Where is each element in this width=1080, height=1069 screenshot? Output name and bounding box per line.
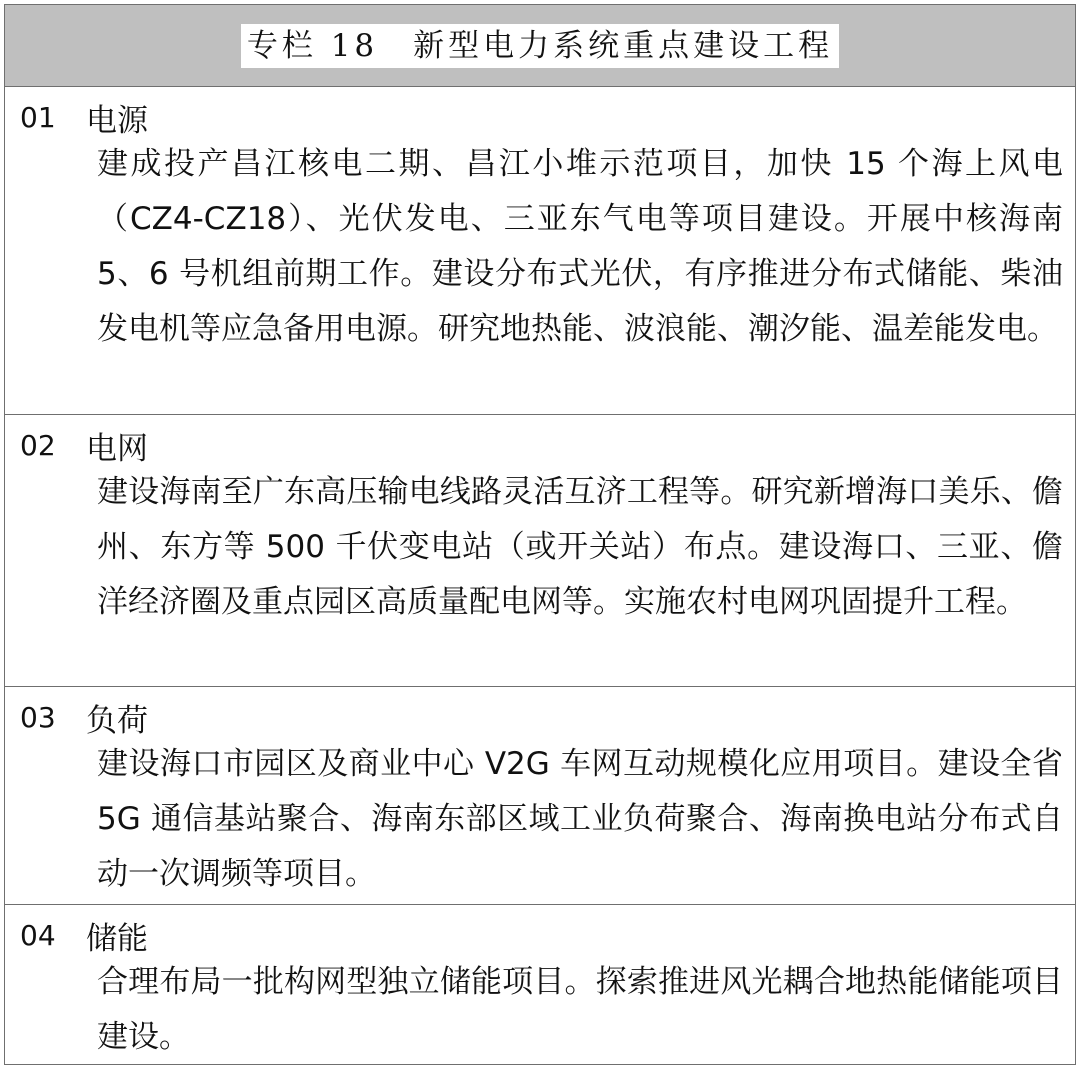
section-header: [5, 693, 1075, 741]
section-load: [5, 687, 1075, 905]
section-title: 负荷: [86, 702, 148, 739]
section-energy-storage: [5, 905, 1075, 1066]
table-header: [5, 5, 1075, 87]
section-header: [5, 911, 1075, 959]
section-body: 建设海口市园区及商业中心 V2G 车网互动规模化应用项目。建设全省 5G 通信基站聚合、海南东部区域工业负荷聚合、海南换电站分布式自动一次调频等项目。: [97, 746, 1063, 892]
project-table: [4, 4, 1076, 1065]
section-power-grid: [5, 415, 1075, 687]
section-body: 合理布局一批构网型独立储能项目。探索推进风光耦合地热能储能项目建设。: [97, 964, 1063, 1055]
table-title: 专栏 18 新型电力系统重点建设工程: [241, 24, 839, 68]
section-number: 03: [20, 700, 56, 734]
section-number: 02: [20, 428, 56, 462]
section-number: 01: [20, 100, 56, 134]
section-header: [5, 93, 1075, 141]
section-number: 04: [20, 918, 56, 952]
section-header: [5, 421, 1075, 469]
section-title: 电网: [86, 430, 148, 467]
section-title: 储能: [86, 920, 148, 957]
section-body: 建成投产昌江核电二期、昌江小堆示范项目，加快 15 个海上风电（CZ4-CZ18）、光伏发电、三亚东气电等项目建设。开展中核海南 5、6 号机组前期工作。建设分布式光伏，有序推进分布式储能、柴油发电机等应急备用电源。研究地热能、波浪能、潮汐能、温差能发电。: [97, 146, 1063, 347]
section-power-source: [5, 87, 1075, 415]
section-title: 电源: [86, 102, 148, 139]
section-body: 建设海南至广东高压输电线路灵活互济工程等。研究新增海口美乐、儋州、东方等 500 千伏变电站（或开关站）布点。建设海口、三亚、儋洋经济圈及重点园区高质量配电网等。实施农村电网巩固提升工程。: [97, 474, 1063, 620]
